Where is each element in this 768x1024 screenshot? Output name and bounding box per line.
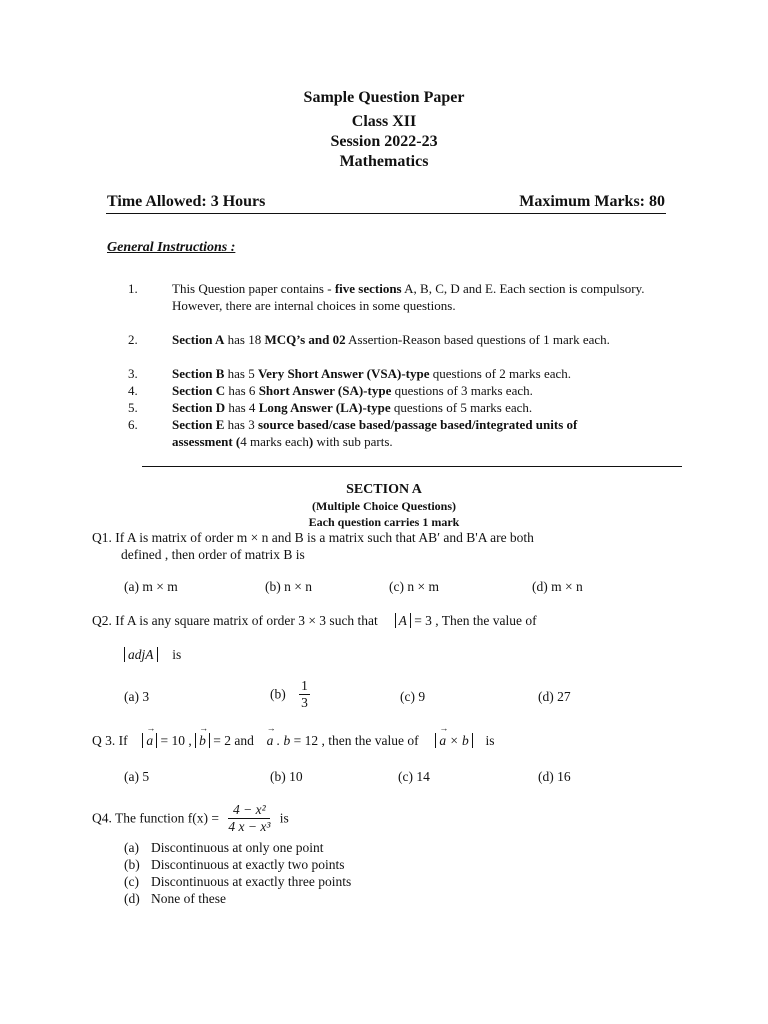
instruction-plain-text: This Question paper contains - (172, 281, 335, 296)
subject-label: Mathematics (339, 153, 429, 170)
q1-option-a: (a) m × m (124, 579, 178, 594)
q4-option-label: (a) (124, 840, 139, 855)
q1-option-d: (d) m × n (532, 579, 583, 594)
q3-eq1: = 10 , (157, 733, 192, 748)
q2-frac-num: 1 (301, 678, 308, 693)
instruction-plain-text: has 4 (225, 400, 259, 415)
instruction-plain-text: has 18 (224, 332, 265, 347)
instruction-bold-text: Section E (172, 417, 225, 432)
q4-denominator: 4 x − x³ (228, 818, 271, 834)
q2-option-d: (d) 27 (538, 689, 571, 704)
q2-option-a: (a) 3 (124, 689, 150, 704)
q4-option-text: Discontinuous at exactly two points (151, 857, 345, 872)
q3-cross-product (435, 733, 472, 748)
q2-prefix: Q2. If A is any square matrix of order 3 × 3 such that (92, 613, 378, 628)
section-subtitle: (Multiple Choice Questions) (312, 499, 456, 513)
instruction-bold-text: source based/case based/passage based/integrated units of assessment ( (172, 417, 578, 449)
q3-mag-b (195, 733, 210, 748)
instruction-bold-text: Short Answer (SA)-type (258, 383, 392, 398)
q2-mid: = 3 , Then the value of (410, 613, 537, 628)
q2-adj-a: adjA (124, 647, 158, 662)
q3-dot-product: → a . b (267, 733, 291, 748)
q3-option-c: (c) 14 (398, 769, 430, 784)
instruction-plain-text: has 3 (224, 417, 258, 432)
q3-option-b: (b) 10 (270, 769, 303, 784)
header-rule (106, 213, 666, 214)
q3-option-d: (d) 16 (538, 769, 571, 784)
q4-option-text: Discontinuous at exactly three points (151, 874, 352, 889)
instruction-bold-text: Section A (172, 332, 225, 347)
q4-suffix: is (279, 810, 289, 826)
q3-eq3: = 12 , then the value of (290, 733, 419, 748)
instruction-text (172, 331, 672, 348)
q1-option-b: (b) n × n (265, 579, 312, 594)
time-allowed: Time Allowed: 3 Hours (107, 193, 266, 210)
q4-numerator: 4 − x² (228, 803, 270, 819)
paper-title: Sample Question Paper (303, 89, 465, 106)
instruction-plain-text: questions of 2 marks each. (429, 366, 572, 381)
q3-text (92, 734, 494, 748)
section-title: SECTION A (346, 482, 422, 497)
q1-option-c: (c) n × m (389, 579, 439, 594)
q1-line1: Q1. If A is matrix of order m × n and B is a matrix such that AB′ and B'A are both (92, 530, 534, 545)
instruction-text (172, 416, 617, 450)
instruction-text (172, 365, 672, 382)
instruction-plain-text: has 5 (224, 366, 258, 381)
q3-eq2: = 2 and (209, 733, 254, 748)
q4-option-label: (c) (124, 874, 139, 889)
maximum-marks: Maximum Marks: 80 (519, 193, 665, 210)
q2-line2 (124, 648, 181, 662)
q4-option-text: None of these (151, 891, 226, 906)
instruction-bold-text: Section B (172, 366, 225, 381)
section-marks-note: Each question carries 1 mark (308, 515, 460, 529)
instruction-text (172, 280, 672, 314)
instruction-bold-text: ) (308, 434, 314, 449)
instruction-bold-text: Very Short Answer (VSA)-type (257, 366, 430, 381)
instruction-number: 1. (128, 281, 138, 296)
q3-suffix: is (485, 733, 495, 748)
q2-option-b-label: (b) (270, 686, 286, 702)
instruction-bold-text: MCQ’s and 02 (264, 332, 346, 347)
instruction-plain-text: questions of 3 marks each. (391, 383, 533, 398)
q4-option-label: (b) (124, 857, 140, 872)
session-label: Session 2022-23 (330, 133, 438, 150)
q2-option-b (270, 679, 310, 709)
class-label: Class XII (351, 113, 417, 130)
q4-option-label: (d) (124, 891, 140, 906)
q2-text (92, 614, 537, 628)
q4-prefix: Q4. The function f(x) = (92, 810, 219, 826)
instructions-heading: General Instructions : (107, 240, 236, 255)
instruction-number: 3. (128, 366, 138, 381)
q3-vec-a: → a (146, 733, 153, 748)
q3-cross: → a × b (439, 733, 468, 748)
q2-frac-den: 3 (301, 694, 308, 710)
section-divider (142, 466, 682, 467)
q3-vec-b: → b (199, 733, 206, 748)
q4-option-text: Discontinuous at only one point (151, 840, 324, 855)
instruction-bold-text: Section C (172, 383, 226, 398)
instruction-text (172, 382, 672, 399)
instruction-plain-text: questions of 5 marks each. (390, 400, 533, 415)
instruction-number: 4. (128, 383, 138, 398)
instruction-bold-text: Section D (172, 400, 226, 415)
instruction-text (172, 399, 672, 416)
q2-option-c: (c) 9 (400, 689, 426, 704)
instruction-plain-text: with sub parts. (313, 434, 393, 449)
instruction-number: 6. (128, 417, 138, 432)
q1-line2: defined , then order of matrix B is (121, 547, 305, 562)
q3-mag-a (142, 733, 157, 748)
q2-det-a: A (395, 613, 411, 628)
q3-option-a: (a) 5 (124, 769, 150, 784)
instruction-bold-text: five sections (334, 281, 402, 296)
instruction-plain-text: has 6 (225, 383, 259, 398)
instruction-plain-text: 4 marks each (240, 434, 309, 449)
instruction-plain-text: A, B, C, D and E. Each section is compulsory. However, there are internal choices in some questions. (172, 281, 645, 313)
instruction-plain-text: Assertion-Reason based questions of 1 mark each. (345, 332, 610, 347)
q4-text (92, 803, 289, 833)
q4-fraction (228, 803, 270, 833)
instruction-number: 5. (128, 400, 138, 415)
q2-suffix: is (172, 647, 182, 662)
instruction-number: 2. (128, 332, 138, 347)
instruction-bold-text: Long Answer (LA)-type (258, 400, 391, 415)
q3-prefix: Q 3. If (92, 733, 128, 748)
q2-option-b-fraction (299, 679, 310, 709)
